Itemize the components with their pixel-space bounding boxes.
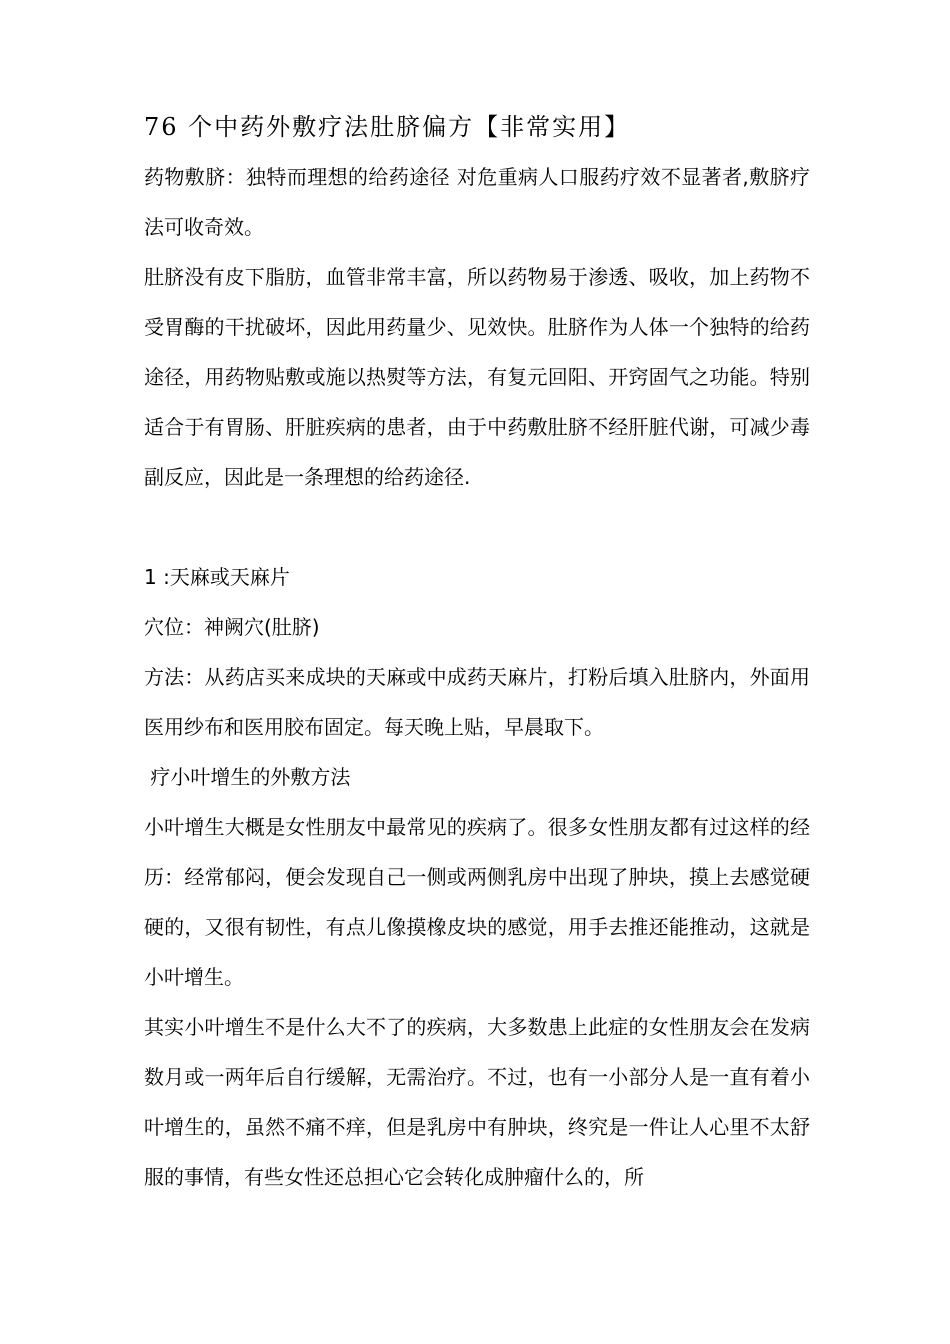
section-1-method: 方法：从药店买来成块的天麻或中成药天麻片，打粉后填入肚脐内，外面用医用纱布和医用胶布固定。每天晚上贴，早晨取下。: [144, 665, 810, 739]
section-2-heading: 疗小叶增生的外敷方法: [144, 765, 351, 789]
section-1-acupoint: 穴位：神阙穴(肚脐): [144, 615, 320, 639]
section-2-paragraph-2: 其实小叶增生不是什么大不了的疾病，大多数患上此症的女性朋友会在发病数月或一两年后自行缓解，无需治疗。不过，也有一小部分人是一直有着小叶增生的，虽然不痛不痒，但是乳房中有肿块，终究是一件让人心里不太舒服的事情，有些女性还总担心它会转化成肿瘤什么的，所: [144, 1015, 810, 1189]
section-2-paragraph-1: 小叶增生大概是女性朋友中最常见的疾病了。很多女性朋友都有过这样的经历：经常郁闷，便会发现自己一侧或两侧乳房中出现了肿块，摸上去感觉硬硬的，又很有韧性，有点儿像摸橡皮块的感觉，用手去推还能推动，这就是小叶增生。: [144, 815, 810, 989]
intro-paragraph-2: 肚脐没有皮下脂肪，血管非常丰富，所以药物易于渗透、吸收，加上药物不受胃酶的干扰破坏，因此用药量少、见效快。肚脐作为人体一个独特的给药途径，用药物贴敷或施以热熨等方法，有复元回阳、开窍固气之功能。特别适合于有胃肠、肝脏疾病的患者，由于中药敷肚脐不经肝脏代谢，可减少毒副反应，因此是一条理想的给药途径.: [144, 265, 810, 489]
document-title: 76 个中药外敷疗法肚脐偏方【非常实用】: [144, 113, 631, 141]
section-1-heading: 1 :天麻或天麻片: [144, 565, 290, 589]
paragraph-spacer: [144, 502, 810, 552]
document-body: [144, 102, 810, 1202]
intro-paragraph-1: 药物敷脐：独特而理想的给药途径 对危重病人口服药疗效不显著者,敷脐疗法可收奇效。: [144, 165, 810, 239]
